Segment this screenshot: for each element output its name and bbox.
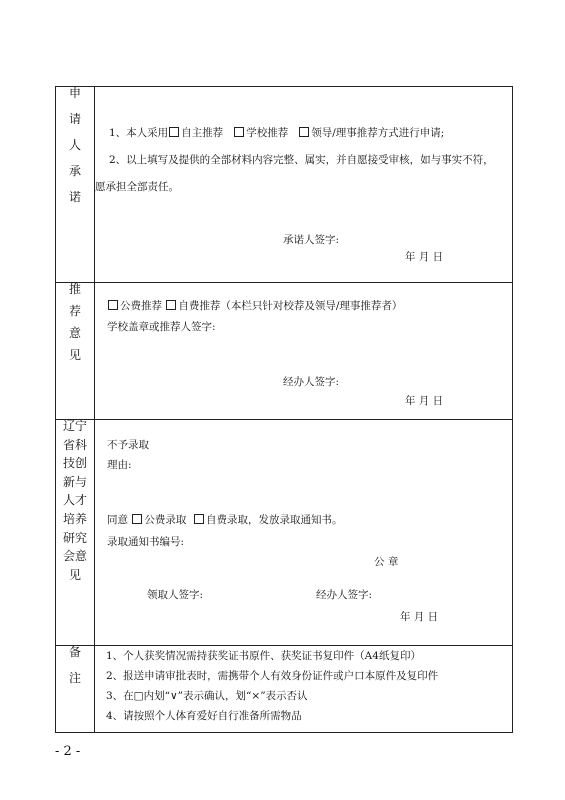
recommend-label-cell <box>56 283 95 420</box>
pledge-label: 申 请 人 承 诺 <box>68 86 81 204</box>
note-item: 1、个人获奖情况需持获奖证书原件、获奖证书复印件（A4纸复印） <box>106 650 421 662</box>
note-item: 3、在□内划“∨”表示确认，划“×”表示否认 <box>106 690 308 702</box>
page-number: - 2 - <box>55 744 81 759</box>
checkbox-school-recommend[interactable] <box>234 127 244 137</box>
institute-seal: 公 章 <box>374 556 399 568</box>
recommend-date: 年 月 日 <box>405 395 444 407</box>
recommend-content <box>95 283 513 420</box>
notes-label: 备 注 <box>68 645 81 685</box>
pledge-label-cell <box>56 87 95 283</box>
note-item: 2、报送申请审批表时，需携带个人有效身份证件或户口本原件及复印件 <box>106 670 439 682</box>
pledge-line-1: 1、本人采用 自主推荐 学校推荐 领导/理事推荐方式进行申请; <box>109 127 445 139</box>
institute-label: 辽宁 省科 技创 新与 人才 培养 研究 会意 见 <box>62 419 87 582</box>
institute-content <box>95 420 513 646</box>
institute-notice-number: 录取通知书编号: <box>107 536 185 548</box>
institute-row <box>56 420 513 646</box>
note-item: 4、请按照个人体育爱好自行准备所需物品 <box>106 710 302 722</box>
notes-content <box>95 646 513 733</box>
pledge-date: 年 月 日 <box>405 251 444 263</box>
checkbox-public-admit[interactable] <box>132 514 142 524</box>
notes-row <box>56 646 513 733</box>
checkbox-self-admit[interactable] <box>194 514 204 524</box>
checkbox-self-recommend[interactable] <box>169 127 179 137</box>
checkbox-public-recommend[interactable] <box>108 300 118 310</box>
pledge-signature-label: 承诺人签字: <box>283 234 340 246</box>
institute-handler-signature: 经办人签字: <box>316 589 373 601</box>
recommend-options: 公费推荐 自费推荐（本栏只针对校荐及领导/理事推荐者） <box>107 300 402 313</box>
institute-agree-line: 同意 公费录取 自费录取，发放录取通知书。 <box>107 514 343 526</box>
institute-date: 年 月 日 <box>400 611 439 623</box>
pledge-line-2b: 愿承担全部责任。 <box>95 181 179 193</box>
institute-label-cell <box>56 420 95 646</box>
pledge-row <box>56 87 513 283</box>
institute-receiver-signature: 领取人签字: <box>147 589 204 601</box>
pledge-content <box>95 87 513 283</box>
checkbox-selfpay-recommend[interactable] <box>166 300 176 310</box>
notes-label-cell <box>56 646 95 733</box>
pledge-line-2a: 2、以上填写及提供的全部材料内容完整、属实，并自愿接受审核，如与事实不符， <box>109 154 494 166</box>
recommend-label: 推 荐 意 见 <box>68 282 81 362</box>
recommend-handler-signature: 经办人签字: <box>283 376 340 388</box>
recommend-row <box>56 283 513 420</box>
recommend-stamp-line: 学校盖章或推荐人签字: <box>107 321 216 333</box>
institute-reason: 理由: <box>107 459 132 471</box>
checkbox-leader-recommend[interactable] <box>299 127 309 137</box>
institute-reject: 不予录取 <box>107 439 149 451</box>
application-form-table <box>55 86 513 733</box>
